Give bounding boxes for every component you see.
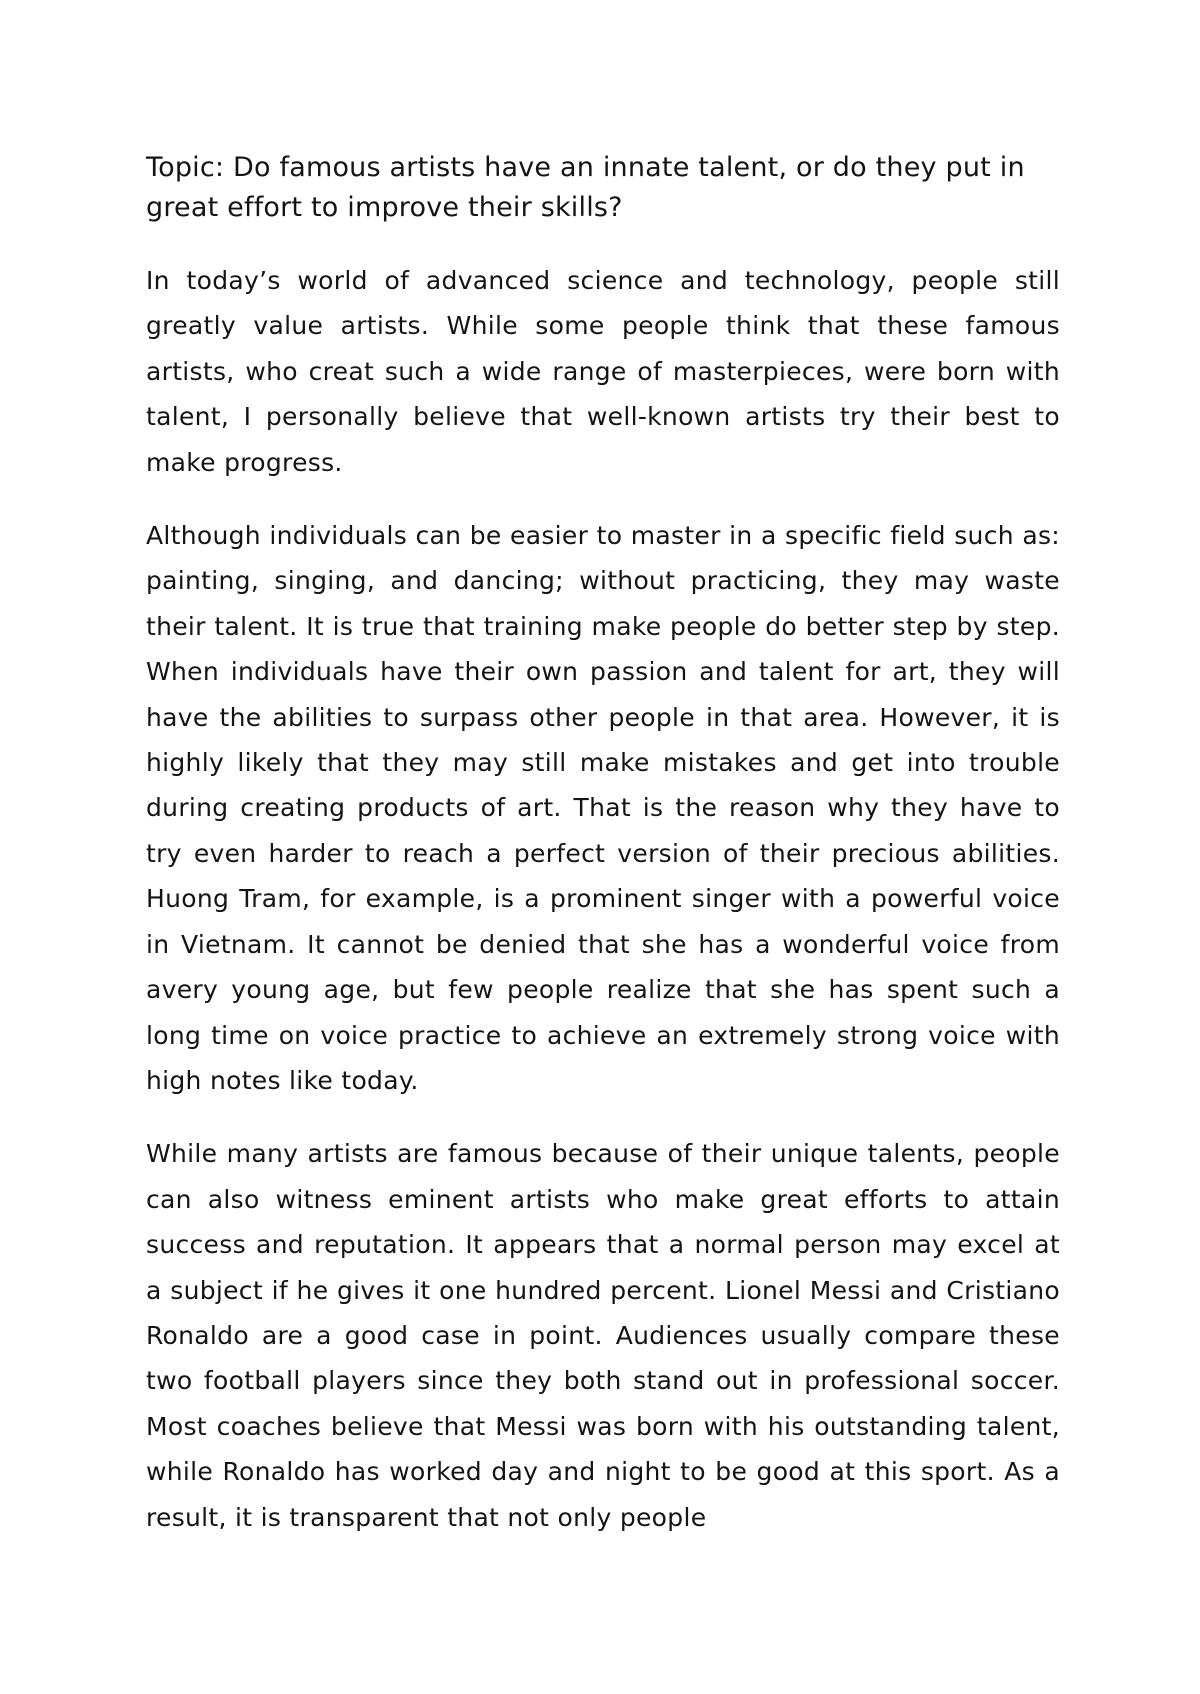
paragraph-introduction: In today’s world of advanced science and technology, people still greatly value artists. While some people think that these famous artists, who creat such a wide range of masterpieces, were born with talent, I personally believe that well-known artists try their best to make progress. (146, 266, 1060, 477)
topic-text: Do famous artists have an innate talent, or do they put in great effort to improve their skills? (146, 152, 1025, 223)
document-body (146, 148, 1060, 1568)
paragraph-body-1: Although individuals can be easier to master in a specific field such as: painting, singing, and dancing; without practicing, they may waste their talent. It is true that training make people do better step by step. When individuals have their own passion and talent for art, they will have the abilities to surpass other people in that area. However, it is highly likely that they may still make mistakes and get into trouble during creating products of art. That is the reason why they have to try even harder to reach a perfect version of their precious abilities. Huong Tram, for example, is a prominent singer with a powerful voice in Vietnam. It cannot be denied that she has a wonderful voice from avery young age, but few people realize that she has spent such a long time on voice practice to achieve an extremely strong voice with high notes like today. (146, 521, 1060, 1095)
paragraph-body-2: While many artists are famous because of their unique talents, people can also witness eminent artists who make great efforts to attain success and reputation. It appears that a normal person may excel at a subject if he gives it one hundred percent. Lionel Messi and Cristiano Ronaldo are a good case in point. Audiences usually compare these two football players since they both stand out in professional soccer. Most coaches believe that Messi was born with his outstanding talent, while Ronaldo has worked day and night to be good at this sport. As a result, it is transparent that not only people (146, 1139, 1060, 1532)
topic-heading (146, 148, 1060, 228)
topic-label: Topic: (146, 152, 225, 183)
